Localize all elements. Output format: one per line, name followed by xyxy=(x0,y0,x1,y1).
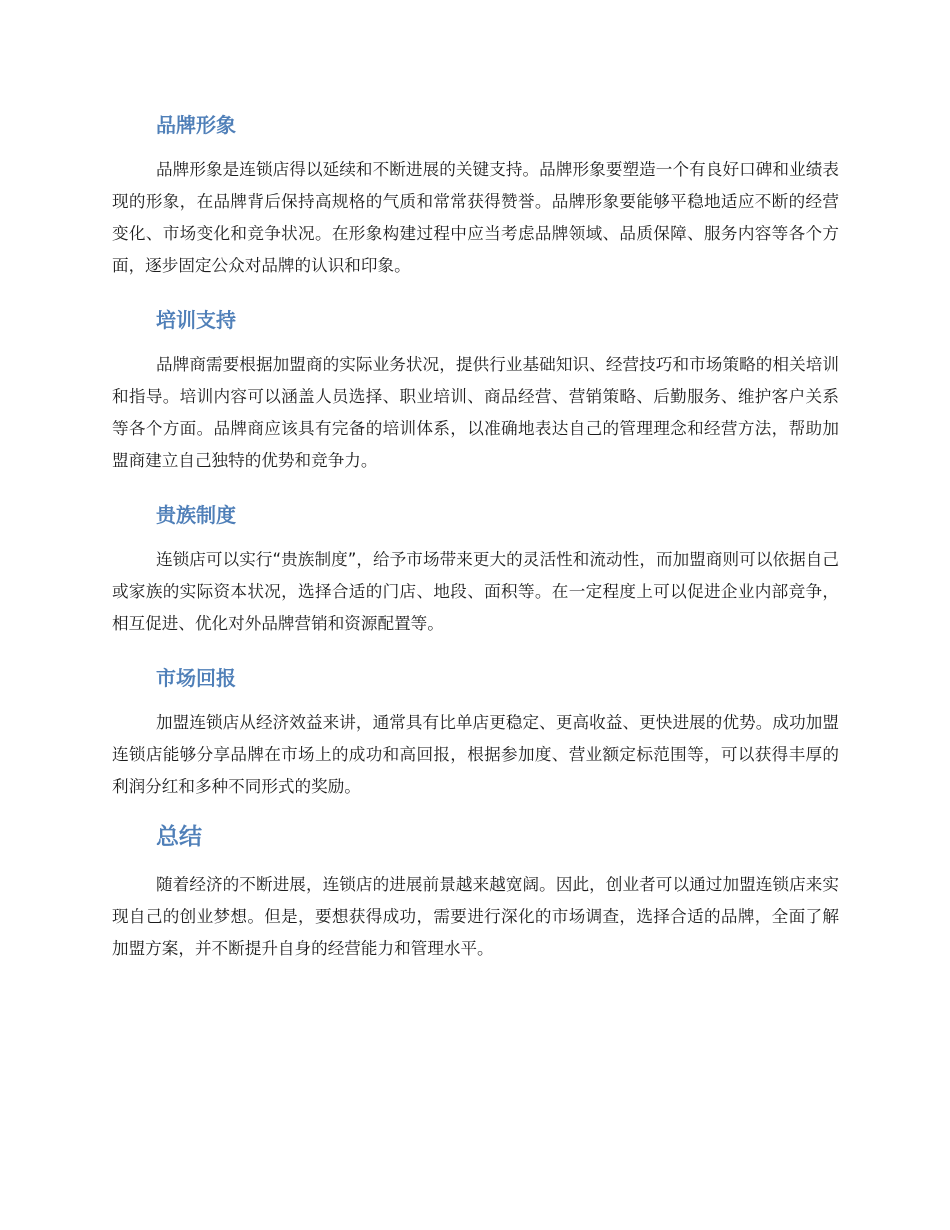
section-training-support xyxy=(112,303,839,477)
section-paragraph: 随着经济的不断进展，连锁店的进展前景越来越宽阔。因此，创业者可以通过加盟连锁店来实现自己的创业梦想。但是，要想获得成功，需要进行深化的市场调查，选择合适的品牌，全面了解加盟方案，并不断提升自身的经营能力和管理水平。 xyxy=(112,875,839,958)
section-summary xyxy=(112,817,839,965)
section-heading: 贵族制度 xyxy=(156,503,236,527)
section-noble-system xyxy=(112,498,839,640)
section-paragraph: 品牌商需要根据加盟商的实际业务状况，提供行业基础知识、经营技巧和市场策略的相关培训和指导。培训内容可以涵盖人员选择、职业培训、商品经营、营销策略、后勤服务、维护客户关系等各个方面。品牌商应该具有完备的培训体系，以准确地表达自己的管理理念和经营方法，帮助加盟商建立自己独特的优势和竞争力。 xyxy=(112,355,839,470)
section-market-return xyxy=(112,661,839,803)
section-heading: 培训支持 xyxy=(156,308,236,332)
section-paragraph: 品牌形象是连锁店得以延续和不断进展的关键支持。品牌形象要塑造一个有良好口碑和业绩表现的形象，在品牌背后保持高规格的气质和常常获得赞誉。品牌形象要能够平稳地适应不断的经营变化、市场变化和竞争状况。在形象构建过程中应当考虑品牌领域、品质保障、服务内容等各个方面，逐步固定公众对品牌的认识和印象。 xyxy=(112,160,839,275)
section-brand-image xyxy=(112,108,839,282)
document-page xyxy=(112,108,839,965)
section-heading: 品牌形象 xyxy=(156,113,236,137)
section-heading: 市场回报 xyxy=(156,666,236,690)
section-heading: 总结 xyxy=(156,824,202,850)
section-paragraph: 加盟连锁店从经济效益来讲，通常具有比单店更稳定、更高收益、更快进展的优势。成功加盟连锁店能够分享品牌在市场上的成功和高回报，根据参加度、营业额定标范围等，可以获得丰厚的利润分红和多种不同形式的奖励。 xyxy=(112,713,839,796)
section-paragraph: 连锁店可以实行“贵族制度”，给予市场带来更大的灵活性和流动性，而加盟商则可以依据自己或家族的实际资本状况，选择合适的门店、地段、面积等。在一定程度上可以促进企业内部竞争，相互促进、优化对外品牌营销和资源配置等。 xyxy=(112,550,839,633)
